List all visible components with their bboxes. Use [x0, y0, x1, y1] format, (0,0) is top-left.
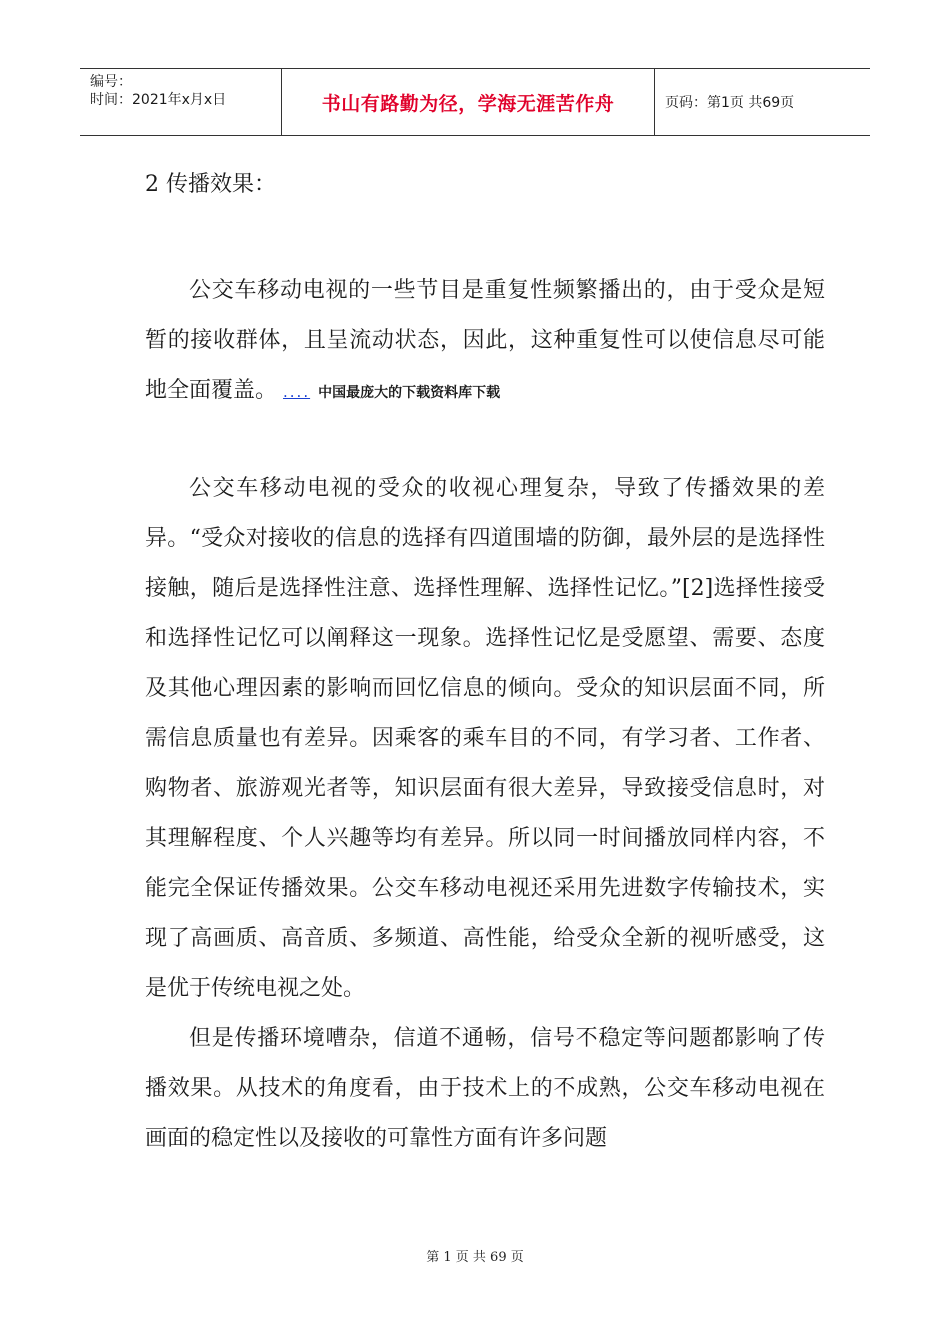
header-left-cell — [80, 69, 282, 135]
page-footer: 第 1 页 共 69 页 — [426, 1250, 524, 1265]
document-header — [80, 68, 870, 136]
paragraph-3: 但是传播环境嘈杂，信道不通畅，信号不稳定等问题都影响了传播效果。从技术的角度看，由于技术上的不成熟，公交车移动电视在画面的稳定性以及接收的可靠性方面有许多问题 — [145, 1026, 825, 1151]
spacer — [145, 210, 825, 266]
download-link-caption: 中国最庞大的下载资料库下载 — [318, 385, 501, 401]
time-label: 时间：2021年x月x日 — [90, 92, 227, 108]
header-page-info: 页码：第1页 共69页 — [665, 95, 795, 111]
spacer — [145, 418, 825, 464]
number-label: 编号： — [90, 74, 132, 90]
document-body — [145, 160, 825, 1164]
section-title: 2 传播效果： — [145, 172, 276, 197]
paragraph-1-text: 公交车移动电视的一些节目是重复性频繁播出的，由于受众是短暂的接收群体，且呈流动状态，因此，这种重复性可以使信息尽可能地全面覆盖。 — [145, 278, 825, 403]
header-motto: 书山有路勤为径，学海无涯苦作舟 — [282, 69, 655, 135]
download-link[interactable]: .... — [283, 383, 311, 401]
paragraph-1 — [145, 266, 825, 418]
paragraph-2: 公交车移动电视的受众的收视心理复杂，导致了传播效果的差异。“受众对接收的信息的选择有四道围墙的防御，最外层的是选择性接触，随后是选择性注意、选择性理解、选择性记忆。”[2]选择性接受和选择性记忆可以阐释这一现象。选择性记忆是受愿望、需要、态度及其他心理因素的影响而回忆信息的倾向。受众的知识层面不同，所需信息质量也有差异。因乘客的乘车目的不同，有学习者、工作者、购物者、旅游观光者等，知识层面有很大差异，导致接受信息时，对其理解程度、个人兴趣等均有差异。所以同一时间播放同样内容，不能完全保证传播效果。公交车移动电视还采用先进数字传输技术，实现了高画质、高音质、多频道、高性能，给受众全新的视听感受，这是优于传统电视之处。 — [145, 476, 825, 1001]
